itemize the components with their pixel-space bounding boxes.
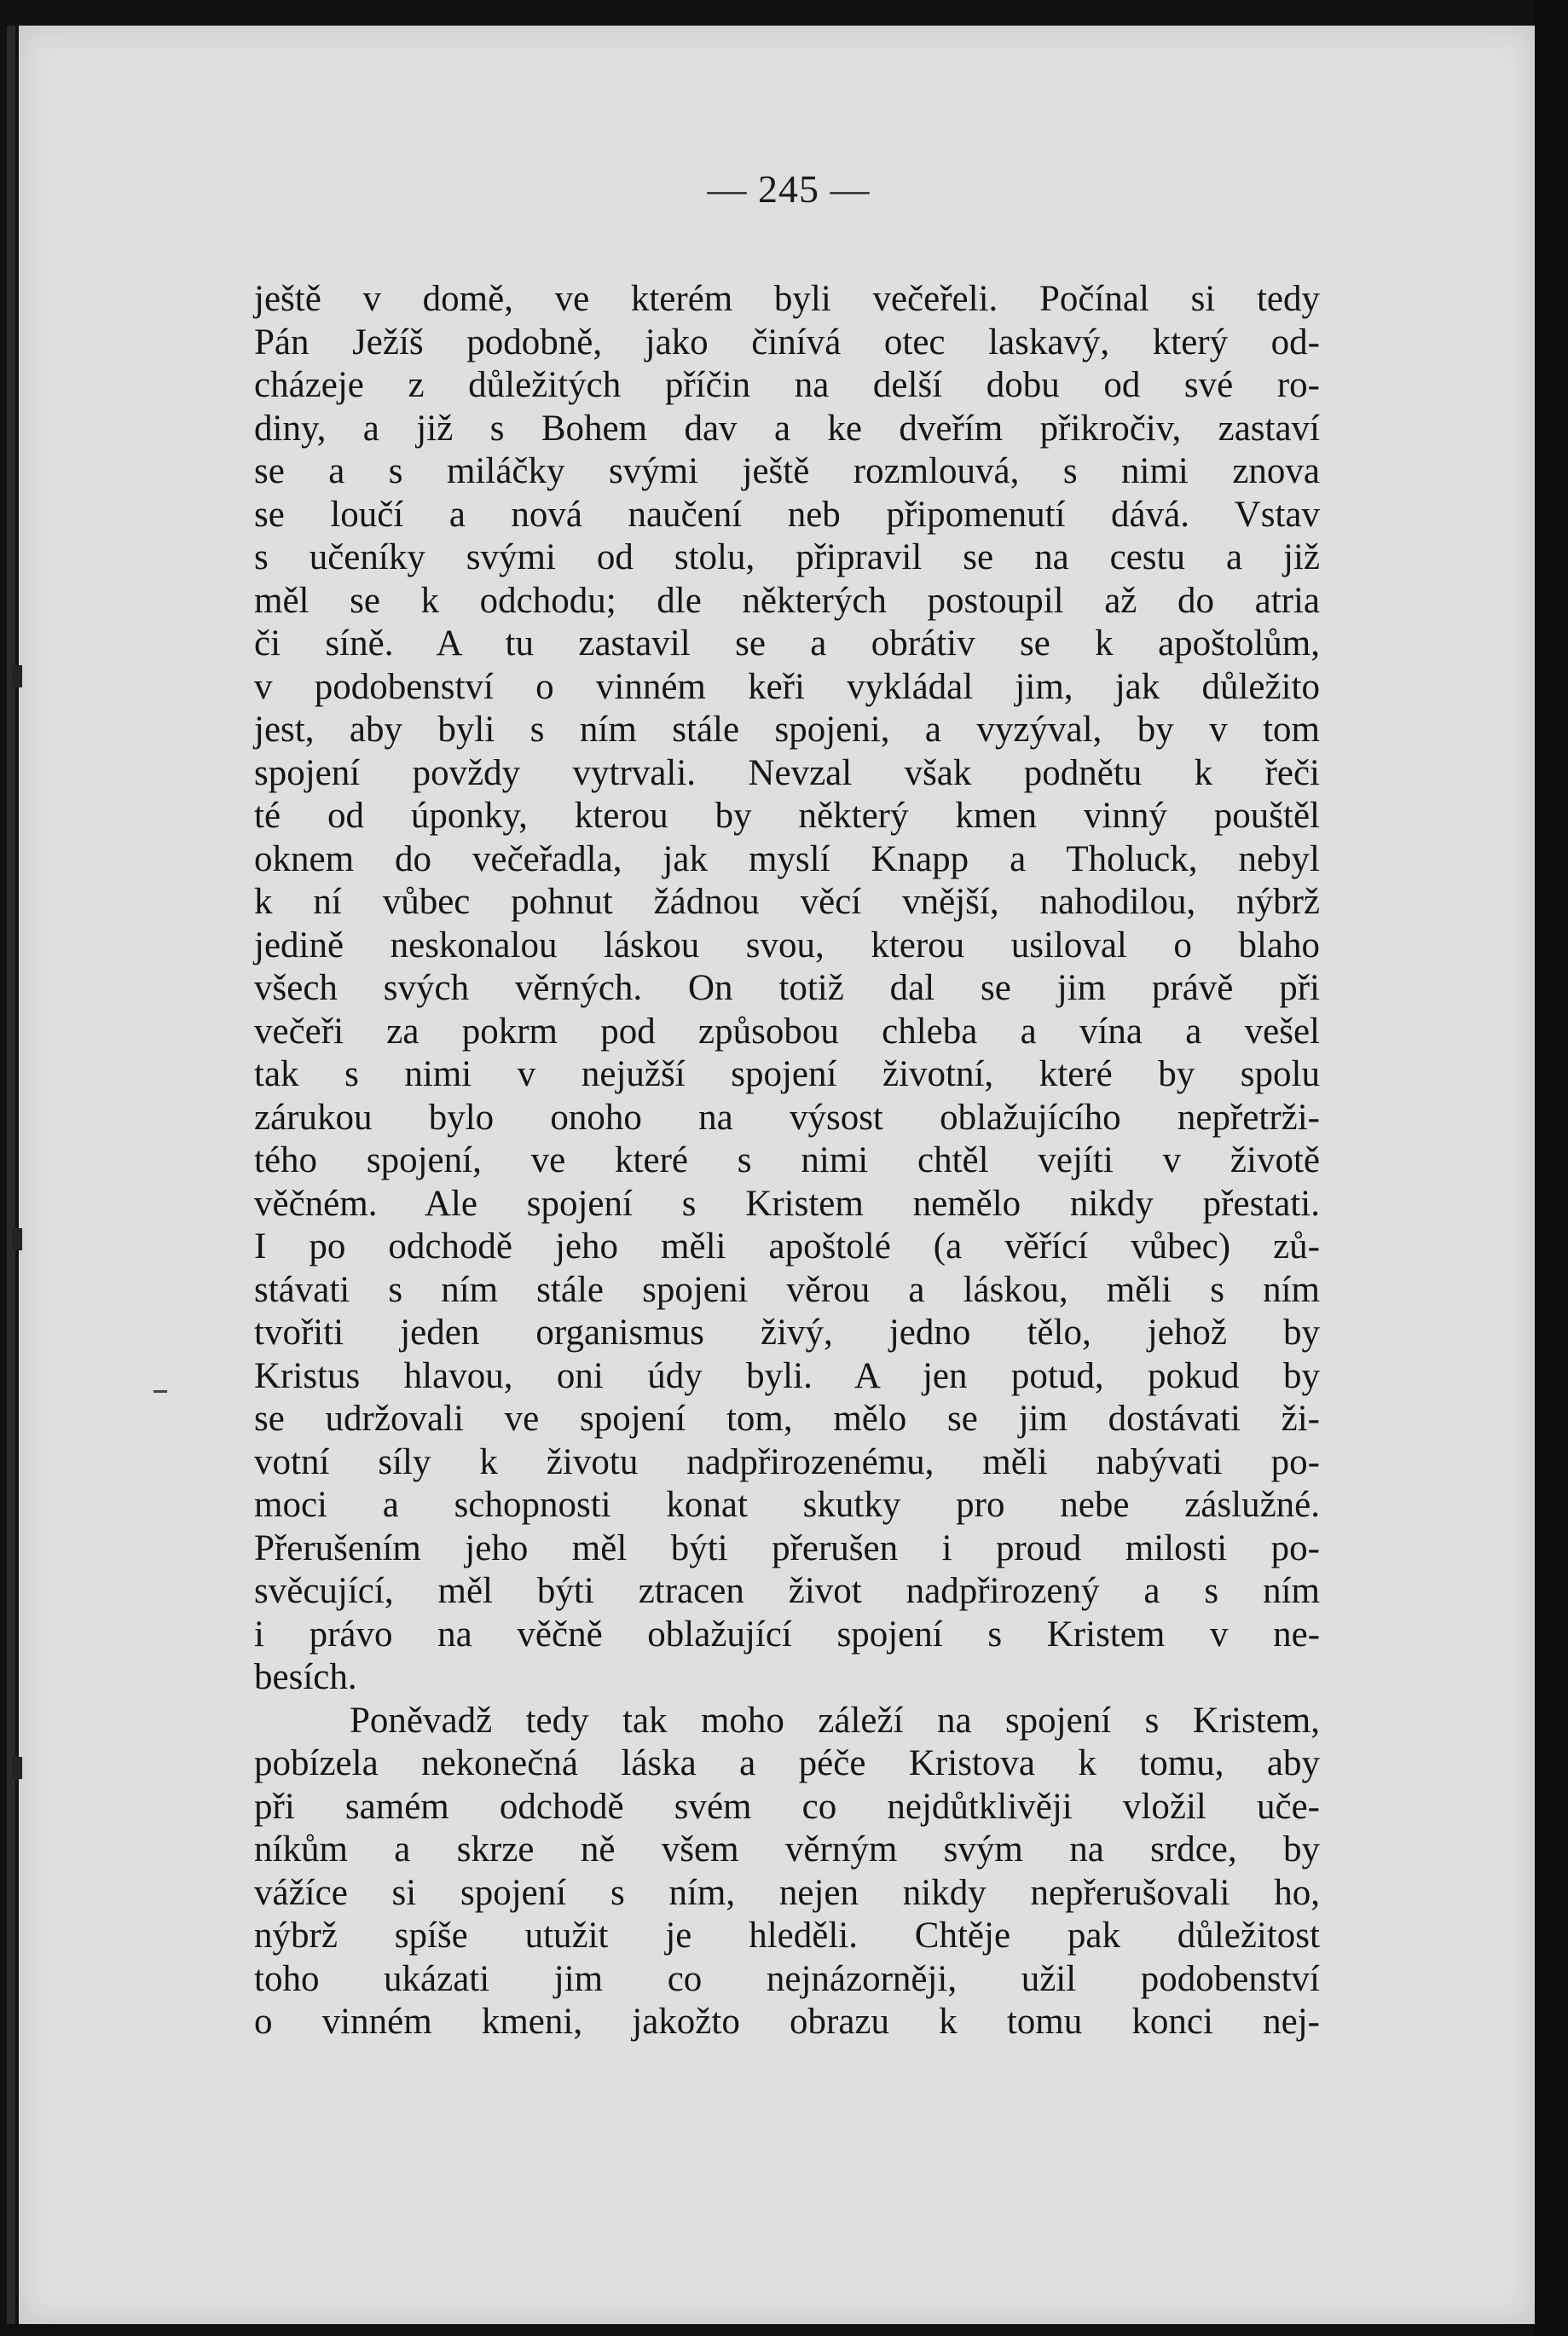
text-line: v podobenství o vinném keři vykládal jim, jak důležito (254, 666, 1320, 707)
text-line: cházeje z důležitých příčin na delší dobu od své ro- (254, 365, 1320, 405)
text-line: k ní vůbec pohnut žádnou věcí vnější, nahodilou, nýbrž (254, 882, 1320, 922)
text-line: všech svých věrných. On totiž dal se jim právě při (254, 968, 1320, 1008)
text-line: spojení povždy vytrvali. Nevzal však podnětu k řeči (254, 752, 1320, 793)
text-line: jest, aby byli s ním stále spojeni, a vyzýval, by v tom (254, 710, 1320, 750)
text-line: besích. (254, 1657, 357, 1697)
text-line: Poněvadž tedy tak moho záleží na spojení s Kristem, (350, 1700, 1320, 1741)
margin-mark (12, 1228, 22, 1250)
text-line: Pán Ježíš podobně, jako činívá otec laskavý, který od- (254, 322, 1320, 362)
text-line: jedině neskonalou láskou svou, kterou usiloval o blaho (254, 925, 1320, 965)
text-line: diny, a již s Bohem dav a ke dveřím přikročiv, zastaví (254, 408, 1320, 449)
text-line: měl se k odchodu; dle některých postoupil až do atria (254, 580, 1320, 621)
text-line: nýbrž spíše utužit je hleděli. Chtěje pak důležitost (254, 1916, 1320, 1956)
text-line: ještě v domě, ve kterém byli večeřeli. Počínal si tedy (254, 279, 1320, 319)
text-line: té od úponky, kterou by některý kmen vinný pouštěl (254, 796, 1320, 836)
text-line: či síně. A tu zastavil se a obrátiv se k apoštolům, (254, 623, 1320, 664)
text-line: toho ukázati jim co nejnázorněji, užil podobenství (254, 1958, 1320, 1999)
margin-dash (153, 1390, 167, 1393)
text-line: vážíce si spojení s ním, nejen nikdy nepřerušovali ho, (254, 1872, 1320, 1913)
body-text (254, 278, 1320, 2044)
text-line: tak s nimi v nejužší spojení životní, které by spolu (254, 1054, 1320, 1094)
text-line: i právo na věčně oblažující spojení s Kristem v ne- (254, 1614, 1320, 1655)
text-line: večeři za pokrm pod způsobou chleba a vína a vešel (254, 1011, 1320, 1052)
text-line: se loučí a nová naučení neb připomenutí dává. Vstav (254, 494, 1320, 535)
text-line: stávati s ním stále spojeni věrou a láskou, měli s ním (254, 1269, 1320, 1310)
text-line: o vinném kmeni, jakožto obrazu k tomu konci nej- (254, 2002, 1320, 2042)
page-left-edge (7, 26, 15, 2324)
text-line: věčném. Ale spojení s Kristem nemělo nikdy přestati. (254, 1183, 1320, 1224)
text-line: zárukou bylo onoho na výsost oblažujícího nepřetrži- (254, 1097, 1320, 1138)
text-line: tvořiti jeden organismus živý, jedno tělo, jehož by (254, 1313, 1320, 1353)
text-line: při samém odchodě svém co nejdůtklivěji vložil uče- (254, 1786, 1320, 1827)
text-line: s učeníky svými od stolu, připravil se na cestu a již (254, 537, 1320, 577)
margin-mark (12, 1757, 22, 1779)
text-line: níkům a skrze ně všem věrným svým na srdce, by (254, 1829, 1320, 1869)
text-line: se a s miláčky svými ještě rozmlouvá, s nimi znova (254, 451, 1320, 491)
text-line: se udržovali ve spojení tom, mělo se jim dostávati ži- (254, 1399, 1320, 1439)
text-line: tého spojení, ve které s nimi chtěl vejíti v životě (254, 1140, 1320, 1180)
page-number: — 245 — (707, 167, 871, 211)
text-line: svěcující, měl býti ztracen život nadpřirozený a s ním (254, 1571, 1320, 1611)
margin-mark (12, 665, 22, 687)
text-line: votní síly k životu nadpřirozenému, měli nabývati po- (254, 1441, 1320, 1482)
page-right-edge (1535, 0, 1568, 2336)
text-line: pobízela nekonečná láska a péče Kristova k tomu, aby (254, 1743, 1320, 1783)
text-line: Přerušením jeho měl býti přerušen i proud milosti po- (254, 1527, 1320, 1568)
text-line: moci a schopnosti konat skutky pro nebe záslužné. (254, 1485, 1320, 1525)
text-line: I po odchodě jeho měli apoštolé (a věřící vůbec) zů- (254, 1226, 1320, 1267)
text-line: Kristus hlavou, oni údy byli. A jen potud, pokud by (254, 1355, 1320, 1396)
text-line: oknem do večeřadla, jak myslí Knapp a Tholuck, nebyl (254, 838, 1320, 879)
